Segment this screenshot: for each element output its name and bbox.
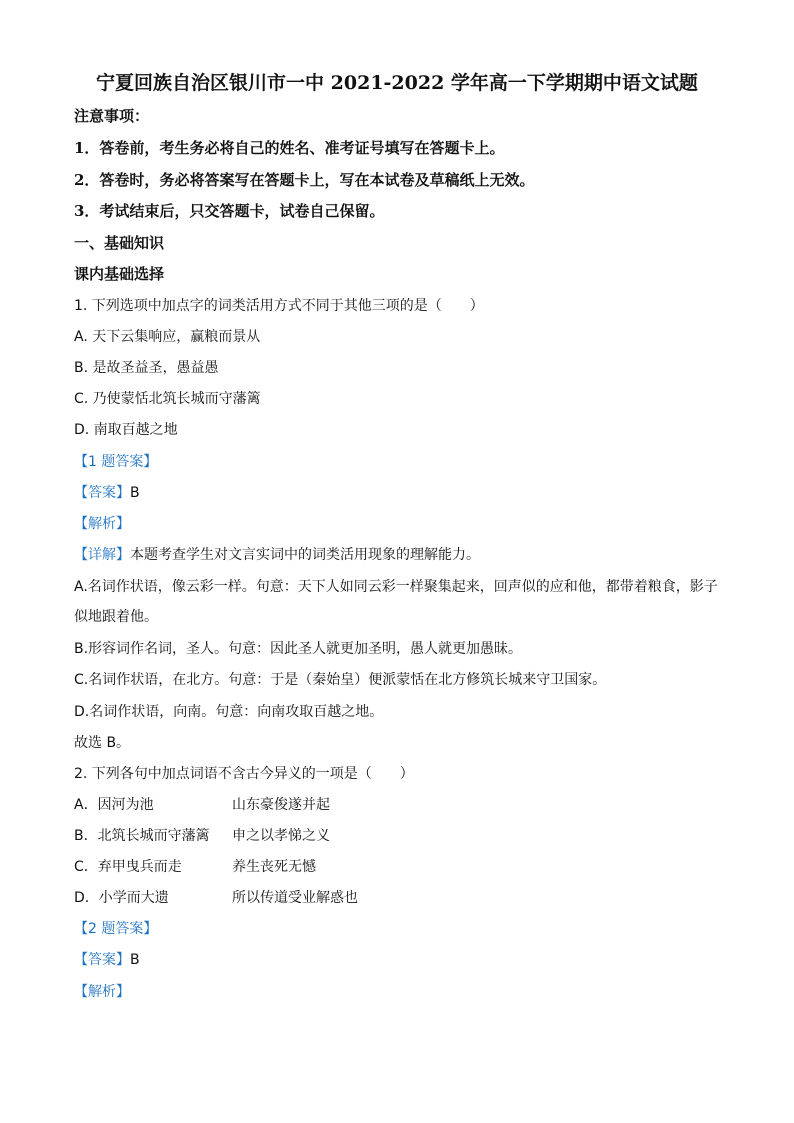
answer-label: 【答案】 xyxy=(74,952,130,968)
notice-item: 2．答卷时，务必将答案写在答题卡上，写在本试卷及草稿纸上无效。 xyxy=(74,171,535,189)
explanation-line: C.名词作状语，在北方。句意：于是（秦始皇）便派蒙恬在北方修筑长城来守卫国家。 xyxy=(74,672,607,688)
question-2-answer xyxy=(74,950,140,970)
option-left: B．北筑长城而守藩篱 xyxy=(74,828,210,844)
question-1-answer xyxy=(74,483,140,503)
subsection-heading: 课内基础选择 xyxy=(74,265,165,283)
notice-item: 3．考试结束后，只交答题卡，试卷自己保留。 xyxy=(74,202,385,220)
explanation-line: 故选 B。 xyxy=(74,735,131,751)
detail-label: 【详解】 xyxy=(74,547,130,563)
explanation-line: B.形容词作名词，圣人。句意：因此圣人就更加圣明，愚人就更加愚昧。 xyxy=(74,641,523,657)
question-2-answer-tag: 【2 题答案】 xyxy=(74,921,158,937)
question-2-option-d xyxy=(74,888,674,908)
section-heading: 一、基础知识 xyxy=(74,234,165,252)
question-1-stem: 1. 下列选项中加点字的词类活用方式不同于其他三项的是（ ） xyxy=(74,298,484,314)
question-2-analysis-tag: 【解析】 xyxy=(74,984,130,1000)
question-1-analysis-tag: 【解析】 xyxy=(74,516,130,532)
question-2-option-b xyxy=(74,826,674,846)
explanation-line: 似地跟着他。 xyxy=(74,609,158,625)
explanation-line: D.名词作状语，向南。句意：向南攻取百越之地。 xyxy=(74,704,384,720)
answer-label: 【答案】 xyxy=(74,485,130,501)
option-right: 所以传道受业解惑也 xyxy=(232,890,358,906)
question-2-option-c xyxy=(74,857,674,877)
question-1-detail xyxy=(74,545,480,565)
explanation-line: A.名词作状语，像云彩一样。句意：天下人如同云彩一样聚集起来，回声似的应和他，都带着粮食，影子 xyxy=(74,579,718,595)
option-right: 养生丧死无憾 xyxy=(232,859,316,875)
question-2-option-a xyxy=(74,795,674,815)
option-left: D．小学而大遗 xyxy=(74,890,169,906)
question-1-option-b: B. 是故圣益圣，愚益愚 xyxy=(74,360,219,376)
question-1-answer-tag: 【1 题答案】 xyxy=(74,454,158,470)
question-1-option-d: D. 南取百越之地 xyxy=(74,422,178,438)
option-left: A．因河为池 xyxy=(74,797,154,813)
question-1-option-c: C. 乃使蒙恬北筑长城而守藩篱 xyxy=(74,391,261,407)
option-left: C．弃甲曳兵而走 xyxy=(74,859,182,875)
option-right: 山东豪俊遂并起 xyxy=(232,797,330,813)
notice-heading: 注意事项： xyxy=(74,107,150,125)
option-right: 申之以孝悌之义 xyxy=(232,828,330,844)
page-title: 宁夏回族自治区银川市一中 2021-2022 学年高一下学期期中语文试题 xyxy=(96,72,698,94)
detail-text: 本题考查学生对文言实词中的词类活用现象的理解能力。 xyxy=(130,547,480,563)
question-1-option-a: A. 天下云集响应，赢粮而景从 xyxy=(74,329,261,345)
answer-value: B xyxy=(130,485,140,501)
question-2-stem: 2. 下列各句中加点词语不含古今异义的一项是（ ） xyxy=(74,766,414,782)
answer-value: B xyxy=(130,952,140,968)
notice-item: 1．答卷前，考生务必将自己的姓名、准考证号填写在答题卡上。 xyxy=(74,139,505,157)
